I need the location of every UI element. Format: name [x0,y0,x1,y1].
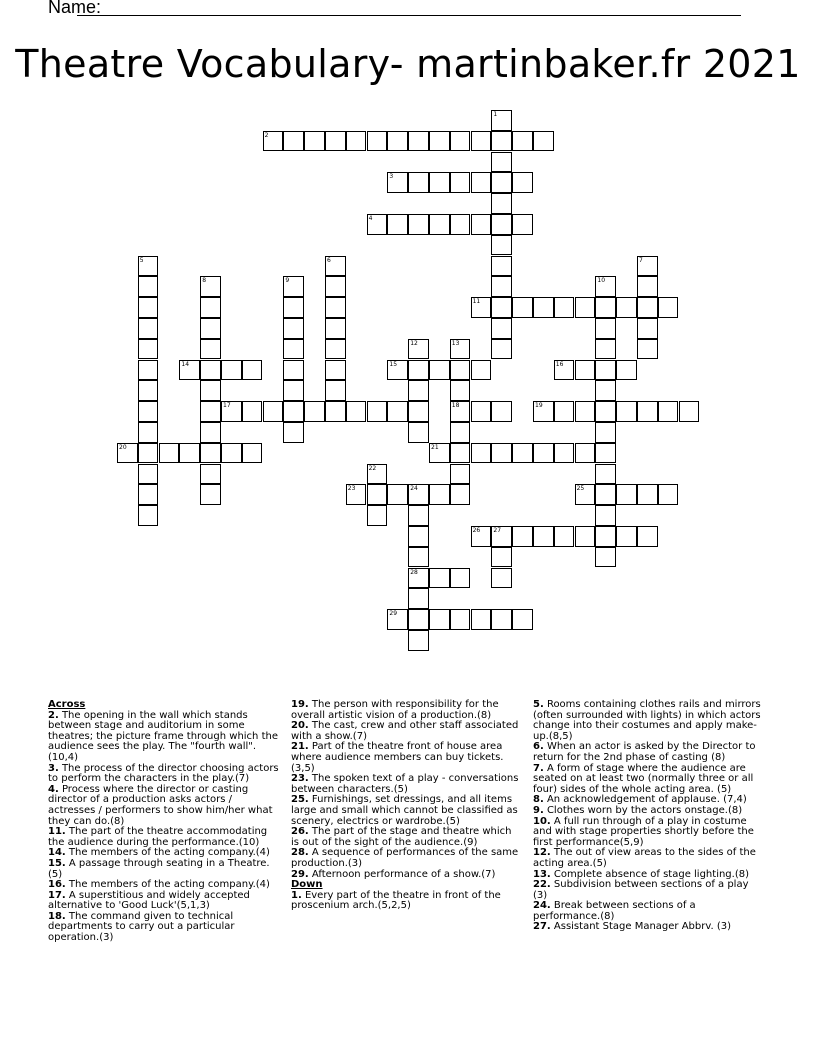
crossword-cell[interactable] [138,401,159,422]
crossword-cell[interactable] [429,609,450,630]
crossword-cell[interactable] [387,401,408,422]
crossword-cell[interactable] [450,360,471,381]
crossword-cell[interactable] [221,401,242,422]
crossword-cell[interactable] [616,401,637,422]
crossword-cell[interactable] [408,547,429,568]
crossword-cell[interactable] [512,297,533,318]
crossword-cell[interactable] [658,401,679,422]
clue-number: 7 [639,256,643,264]
crossword-cell[interactable] [450,339,471,360]
clue-item: 22. Subdivision between sections of a play (3) [533,879,749,901]
crossword-cell[interactable] [325,401,346,422]
crossword-cell[interactable] [471,131,492,152]
crossword-cell[interactable] [138,339,159,360]
crossword-cell[interactable] [491,297,512,318]
crossword-cell[interactable] [429,484,450,505]
crossword-cell[interactable] [200,401,221,422]
crossword-cell[interactable] [491,443,512,464]
crossword-cell[interactable] [491,276,512,297]
crossword-cell[interactable] [616,297,637,318]
clue-number: 29 [389,610,398,618]
crossword-cell[interactable] [283,276,304,297]
clue-item: 20. The cast, crew and other staff associated with a show.(7) [291,720,519,742]
crossword-cell[interactable] [387,172,408,193]
down-clues-part1 [291,891,521,912]
crossword-cell[interactable] [533,401,554,422]
crossword-cell[interactable] [200,380,221,401]
crossword-cell[interactable] [575,484,596,505]
clue-number: 16 [555,360,564,368]
crossword-cell[interactable] [283,360,304,381]
clue-number: 10 [597,277,606,285]
crossword-cell[interactable] [637,318,658,339]
crossword-cell[interactable] [491,547,512,568]
crossword-cell[interactable] [200,318,221,339]
clue-number: 4 [368,215,373,222]
crossword-cell[interactable] [637,276,658,297]
crossword-cell[interactable] [512,172,533,193]
clue-item: 11. The part of the theatre accommodating the audience during the performance.(10) [48,826,268,848]
crossword-cell[interactable] [471,172,492,193]
clue-number: 9 [285,277,290,285]
crossword-cell[interactable] [387,131,408,152]
crossword-cell[interactable] [346,131,367,152]
down-heading: Down [291,879,323,891]
crossword-cell[interactable] [595,318,616,339]
clue-item: 21. Part of the theatre front of house area where audience members can buy tickets.(3,5) [291,741,504,774]
crossword-cell[interactable] [283,297,304,318]
crossword-cell[interactable] [554,401,575,422]
crossword-cell[interactable] [387,360,408,381]
crossword-cell[interactable] [408,422,429,443]
crossword-cell[interactable] [595,297,616,318]
crossword-cell[interactable] [304,131,325,152]
crossword-cell[interactable] [325,360,346,381]
clue-number: 26 [472,527,481,534]
crossword-cell[interactable] [595,484,616,505]
name-label: Name: [48,0,102,17]
clue-item: 23. The spoken text of a play - conversations between characters.(5) [291,773,519,795]
crossword-cell[interactable] [450,422,471,443]
crossword-cell[interactable] [200,484,221,505]
crossword-cell[interactable] [408,484,429,505]
crossword-cell[interactable] [408,339,429,360]
crossword-cell[interactable] [200,339,221,360]
crossword-cell[interactable] [491,318,512,339]
crossword-cell[interactable] [263,131,284,152]
clue-number: 1 [493,111,498,118]
crossword-cell[interactable] [658,297,679,318]
crossword-cell[interactable] [637,297,658,318]
clue-number: 17 [223,402,231,410]
crossword-cell[interactable] [179,443,200,464]
crossword-cell[interactable] [325,256,346,277]
clue-item: 12. The out of view areas to the sides of the acting area.(5) [533,847,756,869]
crossword-cell[interactable] [471,526,492,547]
crossword-cell[interactable] [367,505,388,526]
clue-number: 24 [410,485,418,493]
crossword-cell[interactable] [429,568,450,589]
crossword-cell[interactable] [554,526,575,547]
crossword-cell[interactable] [304,401,325,422]
clue-number: 21 [431,443,439,451]
crossword-cell[interactable] [575,526,596,547]
crossword-cell[interactable] [159,443,180,464]
clue-item: 18. The command given to technical departments to carry out a particular operation.(3) [48,910,235,944]
crossword-cell[interactable] [408,360,429,381]
crossword-cell[interactable] [325,131,346,152]
clue-number: 12 [410,339,418,347]
crossword-cell[interactable] [429,360,450,381]
crossword-cell[interactable] [450,380,471,401]
clue-item: 15. A passage through seating in a Theatre. (5) [48,857,270,880]
crossword-cell[interactable] [491,235,512,256]
crossword-cell[interactable] [575,401,596,422]
across-heading: Across [48,699,86,710]
clues-column-3 [533,700,765,933]
crossword-cell[interactable] [512,609,533,630]
crossword-cell[interactable] [429,131,450,152]
crossword-cell[interactable] [491,339,512,360]
clue-item: 14. The members of the acting company.(4) [48,847,270,859]
clue-item: 26. The part of the stage and theatre which is out of the sight of the audience.(9) [291,826,512,848]
crossword-cell[interactable] [200,276,221,297]
crossword-cell[interactable] [138,464,159,485]
crossword-cell[interactable] [512,214,533,235]
crossword-cell[interactable] [325,297,346,318]
clue-number: 6 [327,256,331,264]
clue-item: 9. Clothes worn by the actors onstage.(8) [533,804,743,816]
clue-number: 22 [368,464,377,472]
crossword-cell[interactable] [595,526,616,547]
clue-item: 7. A form of stage where the audience are seated on at least two (normally three or all four) sides of the whole acting area. (5) [533,762,754,795]
crossword-cell[interactable] [242,360,263,381]
crossword-cell[interactable] [325,339,346,360]
crossword-cell[interactable] [595,547,616,568]
clue-item: 25. Furnishings, set dressings, and all items large and small which cannot be classified as scenery, electrics or wardrobe.(5) [291,794,518,827]
clues-column-2 [291,700,521,912]
crossword-cell[interactable] [429,172,450,193]
clue-item: 10. A full run through of a play in costume and with stage properties shortly before the first performance(5,9) [533,815,754,848]
clue-number: 20 [119,443,127,451]
clue-number: 8 [202,277,207,285]
crossword-cell[interactable] [367,464,388,485]
clue-number: 14 [181,360,190,368]
crossword-cell[interactable] [138,318,159,339]
crossword-cell[interactable] [491,401,512,422]
clue-item: 3. The process of the director choosing actors to perform the characters in the play.(7) [48,762,279,785]
crossword-cell[interactable] [138,380,159,401]
clue-number: 3 [389,173,394,181]
crossword-cell[interactable] [595,276,616,297]
crossword-cell[interactable] [491,214,512,235]
crossword-cell[interactable] [575,360,596,381]
crossword-cell[interactable] [637,526,658,547]
crossword-cell[interactable] [242,443,263,464]
crossword-cell[interactable] [450,401,471,422]
crossword-cell[interactable] [533,131,554,152]
crossword-cell[interactable] [491,256,512,277]
crossword-cell[interactable] [138,505,159,526]
clue-item: 27. Assistant Stage Manager Abbrv. (3) [533,921,732,933]
crossword-cell[interactable] [200,297,221,318]
crossword-cell[interactable] [200,422,221,443]
clue-item: 6. When an actor is asked by the Director to return for the 2nd phase of casting (8) [533,741,756,763]
crossword-cell[interactable] [554,443,575,464]
crossword-cell[interactable] [491,152,512,173]
crossword-cell[interactable] [367,131,388,152]
crossword-cell[interactable] [512,131,533,152]
crossword-cell[interactable] [595,339,616,360]
crossword-cell[interactable] [637,401,658,422]
crossword-cell[interactable] [491,526,512,547]
clue-number: 15 [389,360,398,368]
crossword-cell[interactable] [387,214,408,235]
crossword-cell[interactable] [450,484,471,505]
crossword-cell[interactable] [283,380,304,401]
clue-number: 11 [472,298,481,306]
clue-item: 24. Break between sections of a performance.(8) [533,900,696,922]
crossword-cell[interactable] [138,484,159,505]
crossword-cell[interactable] [325,380,346,401]
crossword-cell[interactable] [491,193,512,214]
clue-number: 27 [493,527,502,534]
crossword-cell[interactable] [471,214,492,235]
crossword-cell[interactable] [575,297,596,318]
crossword-cell[interactable] [595,401,616,422]
crossword-cell[interactable] [408,609,429,630]
across-clues-part1 [48,711,280,944]
crossword-cell[interactable] [138,256,159,277]
crossword-cell[interactable] [616,484,637,505]
crossword-cell[interactable] [200,360,221,381]
crossword-cell[interactable] [512,443,533,464]
page-title: Theatre Vocabulary- martinbaker.fr 2021 [15,42,801,86]
clue-item: 5. Rooms containing clothes rails and mirrors (often surrounded with lights) in which actors change into their costumes and apply make-up.(8,5) [533,699,761,742]
crossword-cell[interactable] [575,443,596,464]
crossword-cell[interactable] [595,464,616,485]
clue-number: 19 [535,402,543,410]
clue-number: 25 [576,485,585,493]
crossword-cell[interactable] [138,443,159,464]
crossword-cell[interactable] [450,568,471,589]
crossword-cell[interactable] [283,131,304,152]
crossword-cell[interactable] [491,609,512,630]
clue-number: 5 [139,256,144,264]
crossword-cell[interactable] [616,526,637,547]
crossword-cell[interactable] [325,276,346,297]
clue-item: 28. A sequence of performances of the same production.(3) [291,847,519,869]
crossword-cell[interactable] [283,318,304,339]
crossword-cell[interactable] [533,526,554,547]
clue-number: 23 [347,485,356,493]
crossword-cell[interactable] [450,131,471,152]
crossword-cell[interactable] [595,505,616,526]
clue-item: 2. The opening in the wall which stands between stage and auditorium in some theatres; the picture frame through which the audience sees the play. The "fourth wall".(10,4) [48,709,278,763]
crossword-cell[interactable] [471,609,492,630]
crossword-cell[interactable] [408,568,429,589]
crossword-cell[interactable] [138,360,159,381]
crossword-cell[interactable] [471,401,492,422]
crossword-cell[interactable] [637,256,658,277]
crossword-cell[interactable] [429,443,450,464]
across-clues-part2 [291,700,521,880]
down-clues-part2 [533,700,765,933]
crossword-cell[interactable] [491,568,512,589]
crossword-cell[interactable] [450,609,471,630]
crossword-cell[interactable] [429,214,450,235]
crossword-cell[interactable] [533,443,554,464]
crossword-cell[interactable] [325,318,346,339]
crossword-cell[interactable] [138,276,159,297]
crossword-cell[interactable] [221,443,242,464]
crossword-cell[interactable] [408,526,429,547]
crossword-cell[interactable] [117,443,138,464]
clue-item: 29. Afternoon performance of a show.(7) [291,868,496,880]
crossword-cell[interactable] [471,297,492,318]
crossword-cell[interactable] [491,172,512,193]
crossword-cell[interactable] [595,422,616,443]
crossword-cell[interactable] [408,380,429,401]
crossword-cell[interactable] [367,484,388,505]
crossword-cell[interactable] [179,360,200,381]
clue-number: 13 [451,339,460,347]
clue-item: 17. A superstitious and widely accepted alternative to 'Good Luck'(5,1,3) [48,889,250,912]
crossword-cell[interactable] [346,484,367,505]
crossword-cell[interactable] [533,297,554,318]
crossword-cell[interactable] [346,401,367,422]
crossword-cell[interactable] [408,401,429,422]
crossword-cell[interactable] [554,360,575,381]
clue-item: 8. An acknowledgement of applause. (7,4) [533,794,747,806]
crossword-cell[interactable] [387,609,408,630]
clue-item: 13. Complete absence of stage lighting.(8) [533,868,749,880]
crossword-cell[interactable] [283,339,304,360]
crossword-cell[interactable] [200,464,221,485]
crossword-cell[interactable] [408,172,429,193]
crossword-cell[interactable] [283,401,304,422]
crossword-cell[interactable] [471,360,492,381]
crossword-cell[interactable] [408,630,429,651]
crossword-cell[interactable] [595,360,616,381]
crossword-cell[interactable] [138,422,159,443]
crossword-cell[interactable] [263,401,284,422]
crossword-cell[interactable] [367,214,388,235]
crossword-cell[interactable] [637,339,658,360]
crossword-cell[interactable] [491,110,512,131]
crossword-cell[interactable] [367,401,388,422]
clue-item: 4. Process where the director or casting director of a production asks actors / actresses / performers to show him/her what they can do.(8) [48,783,273,827]
clue-number: 28 [410,568,418,576]
crossword-cell[interactable] [595,380,616,401]
crossword-cell[interactable] [637,484,658,505]
clue-number: 18 [451,402,460,410]
crossword-cell[interactable] [408,588,429,609]
clues-column-1 [48,700,280,944]
crossword-cell[interactable] [471,443,492,464]
clue-item: 1. Every part of the theatre in front of the proscenium arch.(5,2,5) [291,889,501,912]
crossword-cell[interactable] [512,526,533,547]
crossword-cell[interactable] [200,443,221,464]
crossword-cell[interactable] [450,172,471,193]
crossword-cell[interactable] [658,484,679,505]
crossword-cell[interactable] [616,360,637,381]
crossword-cell[interactable] [221,360,242,381]
crossword-cell[interactable] [450,214,471,235]
crossword-cell[interactable] [554,297,575,318]
crossword-cell[interactable] [408,505,429,526]
crossword-cell[interactable] [387,484,408,505]
crossword-cell[interactable] [408,214,429,235]
crossword-cell[interactable] [242,401,263,422]
clue-item: 19. The person with responsibility for the overall artistic vision of a production.(8) [291,699,499,721]
clue-number: 2 [264,131,269,139]
crossword-cell[interactable] [491,131,512,152]
crossword-cell[interactable] [450,443,471,464]
crossword-cell[interactable] [283,422,304,443]
clue-item: 16. The members of the acting company.(4) [48,879,270,891]
crossword-cell[interactable] [138,297,159,318]
crossword-cell[interactable] [408,131,429,152]
crossword-cell[interactable] [595,443,616,464]
crossword-cell[interactable] [679,401,700,422]
crossword-cell[interactable] [450,464,471,485]
